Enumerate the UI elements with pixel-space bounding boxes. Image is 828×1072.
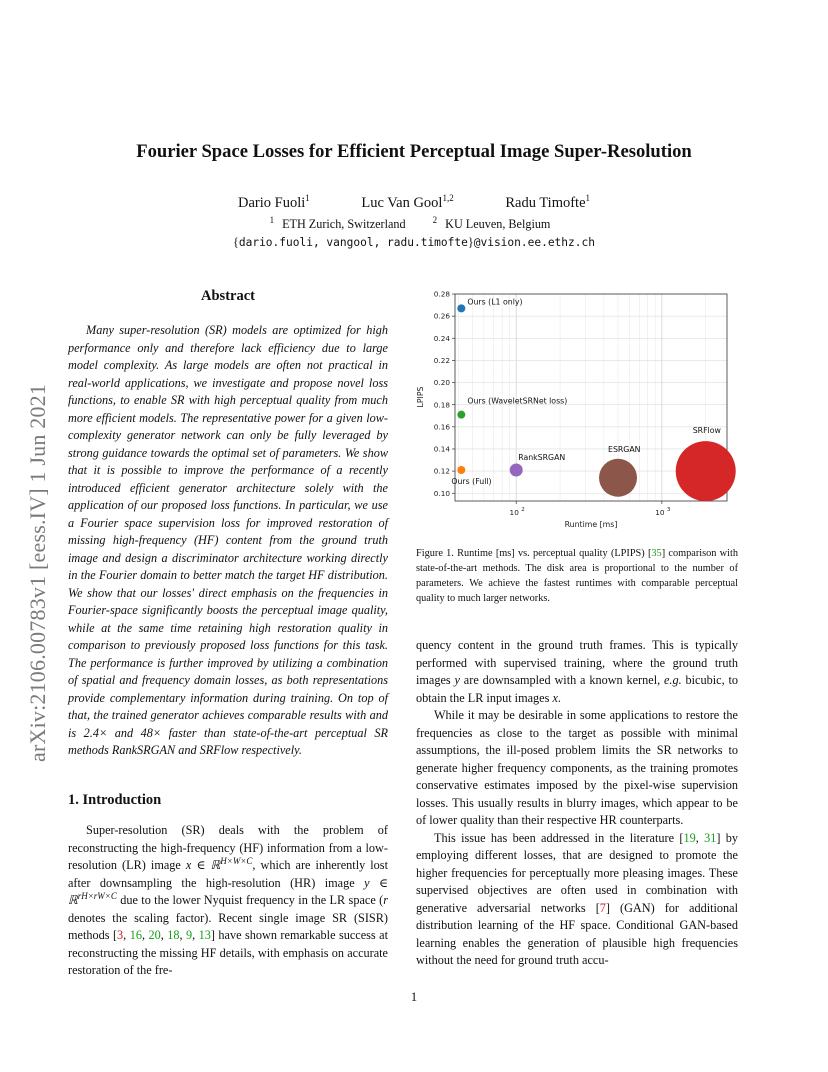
right-paragraph-2: While it may be desirable in some applications to restore the frequencies as close to the target as possible with minimal assumptions, the ill-posed problem limits the SR networks to generate higher frequency components, as the training promotes conservative estimates imposed by the pixel-wise supervision losses. This usually results in blurry images, which appear to be of lower quality than their respective HR counterparts. <box>416 708 738 827</box>
label-esrgan: ESRGAN <box>608 444 641 454</box>
y-tick-label: 0.14 <box>433 444 450 454</box>
y-tick-label: 0.16 <box>433 422 450 432</box>
citation-link[interactable]: 35 <box>651 548 662 559</box>
author-list <box>0 195 828 212</box>
arxiv-sidebar-stamp: arXiv:2106.00783v1 [eess.IV] 1 Jun 2021 <box>25 383 50 762</box>
citation-link[interactable]: 20 <box>148 928 161 942</box>
abstract-text: Many super-resolution (SR) models are optimized for high performance only and therefore lack efficiency due to large model complexity. As large models are often not practical in real-world applications, we investigate and propose novel loss functions, to enable SR with high perceptual quality from much more efficient models. The representative power for a given low-complexity generator network can only be fully leveraged by strong guidance towards the optimal set of parameters. We show that it is possible to improve the performance of a recently introduced efficient generator architecture solely with the application of our proposed loss functions. In particular, we use a Fourier space supervision loss for improved restoration of missing high-frequency (HF) content from the ground truth image and design a discriminator architecture working directly in the Fourier domain to better match the target HF distribution. We show that our losses' direct emphasis on the frequencies in Fourier-space significantly boosts the perceptual image quality, while at the same time retaining high restoration quality in comparison to previously proposed loss functions for this task. The performance is further improved by utilizing a combination of spatial and frequency domain losses, as both representations provide complementary information during training. On top of that, the trained generator achieves comparable results with and is 2.4× and 48× faster than state-of-the-art perceptual SR methods RankSRGAN and SRFlow respectively. <box>68 323 388 757</box>
y-tick-label: 0.26 <box>433 311 450 321</box>
affiliation-1: $^1$ ETH Zurich, Switzerland <box>269 214 406 231</box>
citation-link[interactable]: 3 <box>117 928 124 942</box>
citation-link[interactable]: 18 <box>167 928 180 942</box>
intro-paragraph-1: Super-resolution (SR) deals with the problem of reconstructing the high-frequency (HF) information from a low-resolution (LR) image x ∈ ℝ$^{H\times W\times C}$, which are inherently lost after downsampling the high-resolution (HR) image y ∈ ℝ$^{rH\times rW\times C}$ due to the lower Nyquist frequency in the LR space (r denotes the scaling factor). Recent single image SR (SISR) methods [3, 16, 20, 18, 9, 13] have shown remarkable success at reconstructing the missing HF details, with emphasis on accurate restoration of the fre- <box>68 823 388 977</box>
citation-link[interactable]: 16 <box>129 928 142 942</box>
point-srflow <box>676 441 736 501</box>
point-ours-waveletsrnet-loss <box>457 411 465 419</box>
label-ours-l1-only: Ours (L1 only) <box>467 297 523 307</box>
y-tick-label: 0.18 <box>433 400 450 410</box>
point-ranksrgan <box>510 464 523 477</box>
affiliation-2: $^2$ KU Leuven, Belgium <box>432 214 551 231</box>
introduction-body <box>68 822 388 980</box>
point-ours-full <box>457 466 465 474</box>
label-ours-full: Ours (Full) <box>451 477 492 487</box>
label-ranksrgan: RankSRGAN <box>518 453 566 463</box>
abstract-heading: Abstract <box>201 288 255 304</box>
chart-y-axis-label: LPIPS <box>416 386 425 408</box>
author-emails: {dario.fuoli, vangool, radu.timofte}@vision.ee.ethz.ch <box>233 235 595 249</box>
point-esrgan <box>599 459 637 497</box>
citation-link[interactable]: 13 <box>198 928 211 942</box>
section-heading-introduction: 1. Introduction <box>68 792 162 808</box>
citation-link[interactable]: 7 <box>599 900 606 915</box>
citation-link[interactable]: 9 <box>185 928 193 942</box>
citation-link[interactable]: 19 <box>683 830 696 845</box>
y-tick-label: 0.22 <box>433 356 450 366</box>
y-tick-label: 0.12 <box>433 466 450 476</box>
abstract-body <box>68 322 388 760</box>
y-tick-label: 0.20 <box>433 378 450 388</box>
citation-link[interactable]: 31 <box>704 830 717 845</box>
author-2: Luc Van Gool$^{1,2}$ <box>361 193 454 211</box>
label-ours-waveletsrnet-loss: Ours (WaveletSRNet loss) <box>467 396 568 406</box>
right-paragraph-1: quency content in the ground truth frames. This is typically performed with supervised training, where the ground truth images y are downsampled with a known kernel, e.g. bicubic, to obtain the LR input images x. <box>416 638 738 705</box>
affiliations <box>0 214 828 232</box>
x-tick-label-exponent: 3 <box>666 507 671 513</box>
chart-x-axis-label: Runtime [ms] <box>564 520 618 529</box>
x-tick-label: 10 <box>509 508 519 517</box>
point-ours-l1-only <box>457 304 465 312</box>
right-paragraph-3: This issue has been addressed in the literature [19, 31] by employing different losses, that are designed to promote the higher frequencies for perceptually more pleasing images. These supervised objectives are often used in combination with generative adversarial networks [7] (GAN) for additional distribution learning of the HF space. Conditional GAN-based learning enables the generation of plausible high frequencies without the need for ground truth accu- <box>416 830 738 967</box>
right-column-body <box>416 637 738 970</box>
runtime-vs-lpips-chart <box>412 286 742 536</box>
y-tick-label: 0.10 <box>433 488 450 498</box>
label-srflow: SRFlow <box>692 426 721 436</box>
x-tick-label-exponent: 2 <box>521 507 525 513</box>
figure-caption: Figure 1. Runtime [ms] vs. perceptual quality (LPIPS) [35] comparison with state-of-the-art methods. The disk area is proportional to the number of parameters. We achieve the fastest runtimes with comparable perceptual quality to much larger networks. <box>416 548 738 604</box>
author-3: Radu Timofte$^1$ <box>505 193 591 211</box>
page-number: 1 <box>410 990 418 1004</box>
paper-title: Fourier Space Losses for Efficient Perceptual Image Super-Resolution <box>136 141 692 162</box>
author-1: Dario Fuoli$^1$ <box>237 193 310 211</box>
y-tick-label: 0.24 <box>433 333 450 343</box>
y-tick-label: 0.28 <box>433 289 450 299</box>
x-tick-label: 10 <box>655 508 665 517</box>
